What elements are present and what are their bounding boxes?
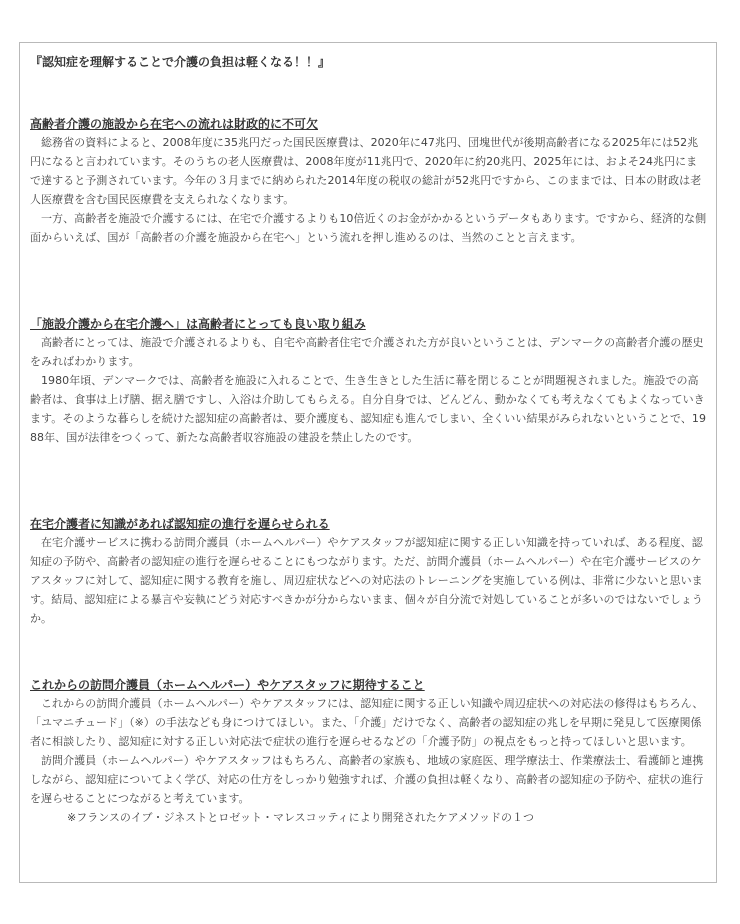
article-frame [19,42,717,883]
article-content [30,53,708,824]
section-heading: 「施設介護から在宅介護へ」は高齢者にとっても良い取り組み [30,317,366,331]
section-paragraph: 在宅介護サービスに携わる訪問介護員（ホームヘルパー）やケアスタッフが認知症に関する正しい知識を持っていれば、ある程度、認知症の予防や、高齢者の認知症の進行を遅らせることにもつながります。ただ、訪問介護員（ホームヘルパー）や在宅介護サービスのケアスタッフに対して、認知症に関する教育を施し、周辺症状などへの対応法のトレーニングを実施している例は、非常に少ないと思います。結局、認知症による暴言や妄執にどう対応すべきかが分からないまま、個々が自分流で対処していることが多いのではないでしょうか。 [30,536,703,625]
section-good-for-elderly [30,315,708,447]
section-heading: 高齢者介護の施設から在宅への流れは財政的に不可欠 [30,117,319,131]
section-paragraph: 1980年頃、デンマークでは、高齢者を施設に入れることで、生き生きとした生活に幕を閉じることが問題視されました。施設での高齢者は、食事は上げ膳、据え膳ですし、入浴は介助してもらえる。自分自身では、どんどん、動かなくても考えなくてもよくなっていきます。そのような暮らしを続けた認知症の高齢者は、要介護度も、認知症も進んでしまい、全くいい結果がみられないということで、1988年、国が法律をつくって、新たな高齢者収容施設の建設を禁止したのです。 [30,374,706,444]
section-paragraph: 一方、高齢者を施設で介護するには、在宅で介護するよりも10倍近くのお金がかかるというデータもあります。ですから、経済的な側面からいえば、国が「高齢者の介護を施設から在宅へ」という流れを押し進めるのは、当然のことと言えます。 [30,212,707,244]
section-paragraph: 総務省の資料によると、2008年度に35兆円だった国民医療費は、2020年に47兆円、団塊世代が後期高齢者になる2025年には52兆円になると言われています。そのうちの老人医療費は、2008年度が11兆円で、2020年に約20兆円、2025年には、およそ24兆円にまで達すると予測されています。今年の３月までに納められた2014年度の税収の総計が52兆円ですから、このままでは、日本の財政は老人医療費を含む国民医療費を支えられなくなります。 [30,136,702,206]
section-expectations [30,676,708,827]
article-title: 『認知症を理解することで介護の負担は軽くなる！！』 [30,55,331,69]
section-financial-necessity [30,115,708,247]
section-paragraph: 訪問介護員（ホームヘルパー）やケアスタッフはもちろん、高齢者の家族も、地域の家庭医、理学療法士、作業療法士、看護師と連携しながら、認知症についてよく学び、対応の仕方をしっかり勉強すれば、介護の負担は軽くなり、高齢者の認知症の予防や、症状の進行を遅らせることにつながると考えています。 [30,754,704,805]
section-paragraph: これからの訪問介護員（ホームヘルパー）やケアスタッフには、認知症に関する正しい知識や周辺症状への対応法の修得はもちろん、「ユマニチュード」（※）の手法なども身につけてほしい。また、「介護」だけでなく、高齢者の認知症の兆しを早期に発見して医療関係者に相談したり、認知症に対する正しい対応法で症状の進行を遅らせるなどの「介護予防」の視点をもっと持ってほしいと思います。 [30,697,704,748]
section-heading: 在宅介護者に知識があれば認知症の進行を遅らせられる [30,517,330,531]
footnote: ※フランスのイブ・ジネストとロゼット・マレスコッティにより開発されたケアメソッドの１つ [67,811,535,824]
section-heading: これからの訪問介護員（ホームヘルパー）やケアスタッフに期待すること [30,678,425,692]
section-paragraph: 高齢者にとっては、施設で介護されるよりも、自宅や高齢者住宅で介護された方が良いということは、デンマークの高齢者介護の歴史をみればわかります。 [30,336,704,368]
section-caregiver-knowledge [30,515,708,628]
